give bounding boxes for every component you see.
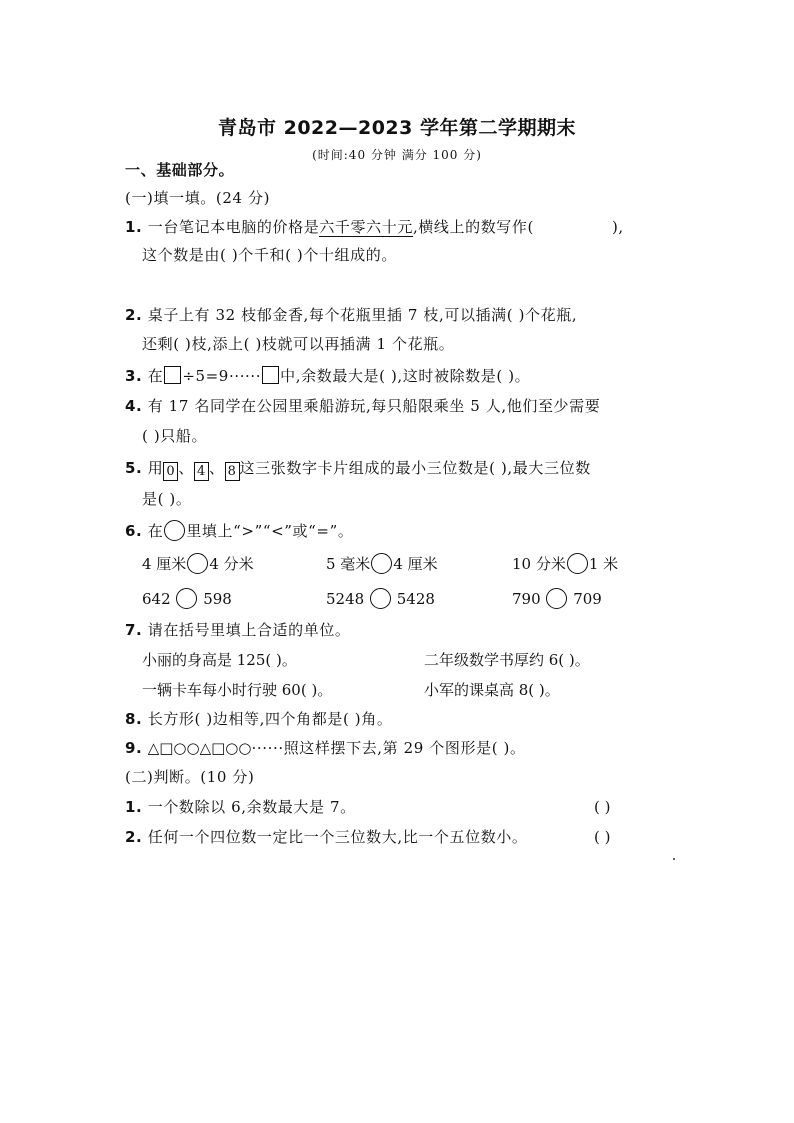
- digit-card-8: 8: [225, 462, 240, 481]
- question-number: 1.: [125, 798, 143, 816]
- question-1-line-2: 这个数是由( )个千和( )个十组成的。: [142, 246, 397, 264]
- exam-subtitle: (时间:40 分钟 满分 100 分): [312, 148, 482, 162]
- question-5-line-2: 是( )。: [142, 490, 192, 508]
- question-number: 5.: [125, 459, 143, 477]
- compare-item: [512, 588, 602, 609]
- shape-pattern: △□○○△□○○: [147, 739, 252, 757]
- question-number: 7.: [125, 621, 143, 639]
- compare-left: 790: [512, 590, 541, 608]
- question-number: 1.: [125, 218, 143, 236]
- question-text: ),: [611, 218, 624, 236]
- compare-left: 642: [142, 590, 171, 608]
- separator: 、: [208, 459, 225, 477]
- question-text: 桌子上有 32 枝郁金香,每个花瓶里插 7 枝,可以插满( )个花瓶,: [147, 306, 578, 324]
- compare-circle[interactable]: [370, 588, 391, 609]
- exam-title: 青岛市 2022—2023 学年第二学期期末: [218, 117, 576, 139]
- question-text: 任何一个四位数一定比一个三位数大,比一个五位数小。: [147, 828, 528, 846]
- question-text: 里填上“>”“<”或“=”。: [186, 522, 354, 540]
- question-2-line-1: [125, 305, 577, 325]
- compare-left: 4 厘米: [142, 555, 187, 573]
- scan-speck: [673, 858, 675, 860]
- judge-question-1: [125, 797, 356, 817]
- question-text: 这三张数字卡片组成的最小三位数是( ),最大三位数: [239, 459, 591, 477]
- compare-right: 709: [573, 590, 602, 608]
- question-text: ······照这样摆下去,第 29 个图形是( )。: [251, 739, 526, 757]
- underlined-number-words: 六千零六十元: [319, 218, 413, 236]
- question-7-item-b: 二年级数学书厚约 6( )。: [424, 651, 590, 669]
- section-heading: 一、基础部分。: [125, 161, 235, 179]
- compare-item: [326, 588, 435, 609]
- question-text: 一台笔记本电脑的价格是: [147, 218, 320, 236]
- question-text: 有 17 名同学在公园里乘船游玩,每只船限乘坐 5 人,他们至少需要: [147, 397, 601, 415]
- question-number: 3.: [125, 367, 143, 385]
- compare-left: 10 分米: [512, 555, 566, 573]
- part1-heading: (一)填一填。(24 分): [125, 189, 271, 207]
- question-8: [125, 709, 392, 729]
- blank-box[interactable]: [164, 366, 181, 384]
- question-text: 用: [147, 459, 164, 477]
- judge-answer-box[interactable]: ( ): [594, 828, 611, 846]
- question-4-line-2: ( )只船。: [142, 427, 208, 445]
- compare-item: [326, 553, 438, 574]
- compare-circle[interactable]: [546, 588, 567, 609]
- question-number: 6.: [125, 522, 143, 540]
- question-2-line-2: 还剩( )枝,添上( )枝就可以再插满 1 个花瓶。: [142, 335, 455, 353]
- question-number: 8.: [125, 710, 143, 728]
- question-3: [125, 366, 530, 386]
- judge-question-2: [125, 827, 528, 847]
- blank-box[interactable]: [262, 366, 279, 384]
- separator: 、: [178, 459, 194, 477]
- question-7-item-a: 小丽的身高是 125( )。: [142, 651, 297, 669]
- compare-right: 5428: [396, 590, 435, 608]
- compare-left: 5 毫米: [326, 555, 371, 573]
- question-text: 中,余数最大是( ),这时被除数是( )。: [280, 367, 531, 385]
- question-4-line-1: [125, 396, 600, 416]
- question-7-line-1: [125, 620, 351, 640]
- judge-answer-box[interactable]: ( ): [594, 798, 611, 816]
- compare-item: [142, 553, 254, 574]
- question-number: 4.: [125, 397, 143, 415]
- question-text: 长方形( )边相等,四个角都是( )角。: [147, 710, 393, 728]
- part2-heading: (二)判断。(10 分): [125, 768, 255, 786]
- question-text: 请在括号里填上合适的单位。: [147, 621, 351, 639]
- question-number: 2.: [125, 306, 143, 324]
- compare-item: [142, 588, 232, 609]
- question-7-item-c: 一辆卡车每小时行驶 60( )。: [142, 681, 333, 699]
- compare-right: 4 分米: [209, 555, 254, 573]
- question-text: 在: [147, 522, 164, 540]
- compare-right: 4 厘米: [393, 555, 438, 573]
- question-7-item-d: 小军的课桌高 8( )。: [424, 681, 560, 699]
- compare-item: [512, 553, 618, 574]
- question-number: 2.: [125, 828, 143, 846]
- circle-icon: [164, 520, 185, 541]
- compare-circle[interactable]: [187, 553, 208, 574]
- question-5-line-1: [125, 458, 591, 481]
- compare-right: 1 米: [588, 555, 619, 573]
- compare-right: 598: [203, 590, 232, 608]
- question-1-line-1: [125, 217, 624, 237]
- question-text: 一个数除以 6,余数最大是 7。: [147, 798, 356, 816]
- question-text: ,横线上的数写作(: [412, 218, 534, 236]
- digit-card-4: 4: [194, 462, 209, 481]
- compare-circle[interactable]: [176, 588, 197, 609]
- compare-circle[interactable]: [371, 553, 392, 574]
- question-9: [125, 738, 526, 758]
- question-text: ÷5=9······: [182, 367, 262, 385]
- question-number: 9.: [125, 739, 143, 757]
- compare-left: 5248: [326, 590, 365, 608]
- digit-card-0: 0: [163, 462, 178, 481]
- question-6: [125, 520, 353, 541]
- question-text: 在: [147, 367, 164, 385]
- compare-circle[interactable]: [567, 553, 588, 574]
